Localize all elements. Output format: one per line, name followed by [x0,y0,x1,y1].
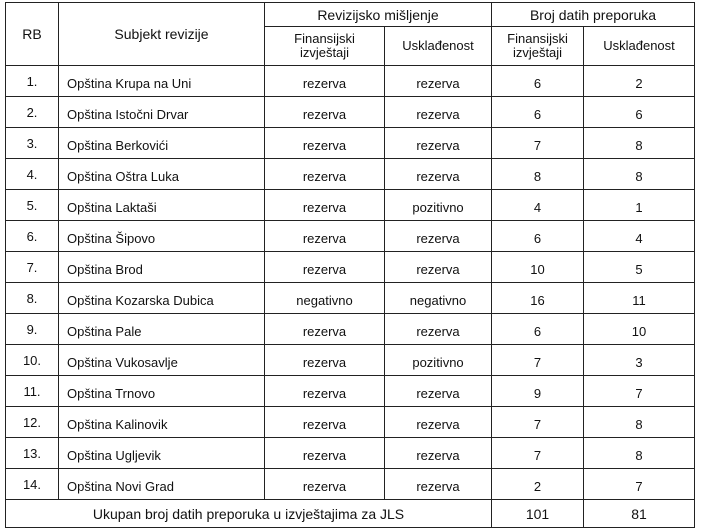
total-rec-financial: 101 [492,500,584,528]
table-row [6,345,695,376]
cell-rec-financial: 2 [492,469,584,500]
cell-rec-compliance: 4 [584,221,695,252]
cell-rb: 12. [6,407,59,438]
cell-rec-compliance: 2 [584,66,695,97]
cell-opinion-compliance: rezerva [385,407,492,438]
header-recommendations-group: Broj datih preporuka [492,3,695,27]
table-header [6,3,695,66]
table-row [6,407,695,438]
cell-rb: 11. [6,376,59,407]
cell-rec-financial: 9 [492,376,584,407]
cell-rec-financial: 6 [492,314,584,345]
cell-rec-compliance: 5 [584,252,695,283]
table-row [6,438,695,469]
cell-rec-financial: 16 [492,283,584,314]
cell-rec-financial: 10 [492,252,584,283]
table-row [6,128,695,159]
cell-subject: Opština Oštra Luka [59,159,265,190]
cell-rec-compliance: 8 [584,128,695,159]
cell-rb: 1. [6,66,59,97]
cell-subject: Opština Ugljevik [59,438,265,469]
audit-table [5,2,695,528]
cell-rb: 6. [6,221,59,252]
header-financial-line2: izvještaji [512,45,563,60]
cell-subject: Opština Laktaši [59,190,265,221]
cell-opinion-financial: rezerva [265,66,385,97]
table-row [6,469,695,500]
cell-opinion-compliance: rezerva [385,221,492,252]
cell-rec-financial: 7 [492,438,584,469]
cell-opinion-compliance: pozitivno [385,345,492,376]
cell-opinion-financial: rezerva [265,190,385,221]
table-row [6,314,695,345]
header-opinion-compliance: Usklađenost [385,27,492,66]
cell-rec-financial: 4 [492,190,584,221]
cell-rec-compliance: 3 [584,345,695,376]
cell-opinion-financial: rezerva [265,314,385,345]
table-row [6,376,695,407]
cell-opinion-financial: rezerva [265,376,385,407]
cell-opinion-financial: negativno [265,283,385,314]
table-row [6,159,695,190]
cell-subject: Opština Trnovo [59,376,265,407]
cell-rb: 10. [6,345,59,376]
header-financial-line1: Finansijski [294,31,355,46]
table-row [6,97,695,128]
cell-opinion-financial: rezerva [265,252,385,283]
cell-opinion-compliance: rezerva [385,128,492,159]
cell-subject: Opština Berkovići [59,128,265,159]
header-financial-line1: Finansijski [507,31,568,46]
cell-opinion-financial: rezerva [265,128,385,159]
cell-rec-financial: 7 [492,407,584,438]
cell-opinion-compliance: pozitivno [385,190,492,221]
cell-subject: Opština Šipovo [59,221,265,252]
cell-opinion-financial: rezerva [265,345,385,376]
cell-rb: 13. [6,438,59,469]
cell-opinion-compliance: rezerva [385,469,492,500]
cell-rb: 5. [6,190,59,221]
cell-rec-compliance: 10 [584,314,695,345]
cell-opinion-compliance: rezerva [385,159,492,190]
cell-opinion-compliance: rezerva [385,314,492,345]
cell-rb: 8. [6,283,59,314]
cell-subject: Opština Krupa na Uni [59,66,265,97]
cell-opinion-compliance: rezerva [385,252,492,283]
cell-rb: 3. [6,128,59,159]
cell-subject: Opština Kalinovik [59,407,265,438]
cell-rec-financial: 6 [492,66,584,97]
cell-rb: 7. [6,252,59,283]
header-opinion-group: Revizijsko mišljenje [265,3,492,27]
cell-opinion-financial: rezerva [265,97,385,128]
cell-subject: Opština Vukosavlje [59,345,265,376]
cell-rec-financial: 6 [492,221,584,252]
cell-opinion-financial: rezerva [265,469,385,500]
cell-opinion-compliance: rezerva [385,97,492,128]
cell-rec-financial: 8 [492,159,584,190]
cell-opinion-compliance: rezerva [385,66,492,97]
cell-rec-compliance: 8 [584,438,695,469]
table-row [6,221,695,252]
total-rec-compliance: 81 [584,500,695,528]
cell-subject: Opština Pale [59,314,265,345]
cell-rb: 9. [6,314,59,345]
table-row [6,66,695,97]
cell-rb: 4. [6,159,59,190]
cell-opinion-financial: rezerva [265,407,385,438]
header-rec-financial [492,27,584,66]
cell-opinion-financial: rezerva [265,159,385,190]
header-rb: RB [6,3,59,66]
cell-rb: 14. [6,469,59,500]
header-opinion-financial [265,27,385,66]
total-row [6,500,695,528]
cell-rec-compliance: 7 [584,376,695,407]
header-rec-compliance: Usklađenost [584,27,695,66]
cell-subject: Opština Kozarska Dubica [59,283,265,314]
total-label: Ukupan broj datih preporuka u izvještajima za JLS [6,500,492,528]
cell-opinion-financial: rezerva [265,438,385,469]
table-row [6,190,695,221]
cell-rec-compliance: 6 [584,97,695,128]
cell-opinion-compliance: rezerva [385,438,492,469]
cell-rec-financial: 6 [492,97,584,128]
cell-rec-compliance: 11 [584,283,695,314]
table-row [6,252,695,283]
cell-subject: Opština Novi Grad [59,469,265,500]
cell-opinion-financial: rezerva [265,221,385,252]
table-body [6,66,695,528]
cell-rec-compliance: 7 [584,469,695,500]
cell-rec-compliance: 8 [584,159,695,190]
table-row [6,283,695,314]
cell-subject: Opština Brod [59,252,265,283]
cell-opinion-compliance: rezerva [385,376,492,407]
cell-subject: Opština Istočni Drvar [59,97,265,128]
cell-opinion-compliance: negativno [385,283,492,314]
cell-rec-financial: 7 [492,345,584,376]
header-financial-line2: izvještaji [299,45,350,60]
header-subject: Subjekt revizije [59,3,265,66]
cell-rec-compliance: 8 [584,407,695,438]
cell-rb: 2. [6,97,59,128]
cell-rec-financial: 7 [492,128,584,159]
cell-rec-compliance: 1 [584,190,695,221]
